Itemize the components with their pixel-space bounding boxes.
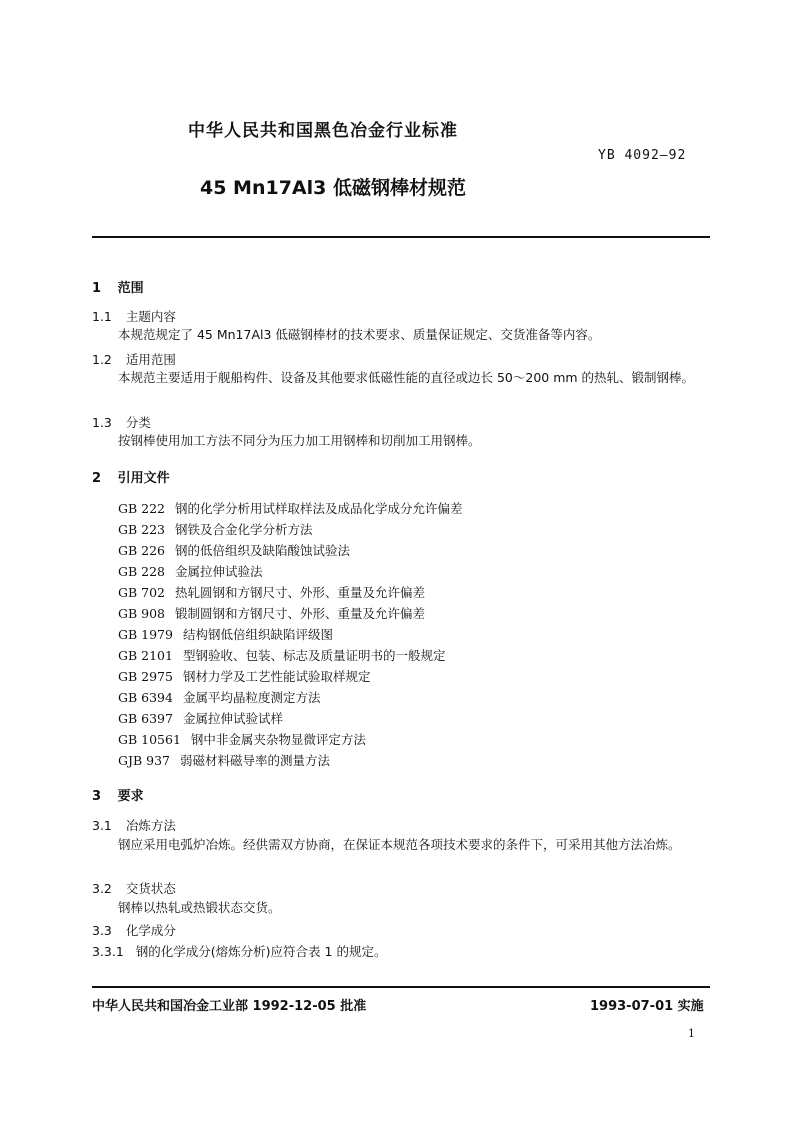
reference-title: 钢的化学分析用试样取样法及成品化学成分允许偏差 [175, 501, 463, 516]
reference-item [118, 709, 283, 727]
clause-text: 钢的化学成分(熔炼分析)应符合表 1 的规定。 [135, 944, 387, 959]
subsection-title: 化学成分 [125, 923, 176, 938]
reference-code: GB 1979 [118, 627, 173, 642]
section-title: 要求 [117, 789, 144, 804]
subsection-title: 冶炼方法 [125, 818, 176, 833]
subsection-number: 3.1 [92, 818, 112, 833]
standard-code: YB 4092—92 [598, 148, 687, 163]
reference-code: GJB 937 [118, 753, 171, 768]
reference-item [118, 667, 370, 685]
reference-title: 锻制圆钢和方钢尺寸、外形、重量及允许偏差 [175, 606, 426, 621]
section-2-heading [92, 467, 170, 486]
reference-title: 钢铁及合金化学分析方法 [175, 522, 313, 537]
subsection-1-1-heading [92, 307, 176, 325]
reference-title: 钢中非金属夹杂物显微评定方法 [190, 732, 366, 747]
reference-code: GB 228 [118, 564, 166, 579]
paragraph-3-2: 钢棒以热轧或热锻状态交货。 [118, 900, 281, 915]
reference-item [118, 646, 445, 664]
subsection-3-3-heading [92, 921, 176, 939]
reference-code: GB 6394 [118, 690, 173, 705]
reference-code: GB 226 [118, 543, 166, 558]
section-title: 范围 [117, 281, 144, 296]
org-title: 中华人民共和国黑色冶金行业标准 [188, 121, 458, 141]
paragraph-1-1: 本规范规定了 45 Mn17Al3 低磁钢棒材的技术要求、质量保证规定、交货准备等内容。 [118, 327, 601, 342]
reference-code: GB 2101 [118, 648, 173, 663]
reference-title: 金属拉伸试验法 [175, 564, 263, 579]
reference-item [118, 583, 425, 601]
reference-title: 结构钢低倍组织缺陷评级图 [182, 627, 333, 642]
reference-code: GB 908 [118, 606, 166, 621]
reference-item [118, 751, 330, 769]
paragraph-1-2: 本规范主要适用于舰船构件、设备及其他要求低磁性能的直径或边长 50～200 mm 的热轧、锻制钢棒。 [118, 370, 695, 385]
section-3-heading [92, 785, 144, 804]
section-1-heading [92, 277, 144, 296]
subsection-title: 交货状态 [125, 881, 176, 896]
reference-title: 钢的低倍组织及缺陷酸蚀试验法 [175, 543, 351, 558]
reference-code: GB 223 [118, 522, 166, 537]
reference-title: 金属平均晶粒度测定方法 [182, 690, 321, 705]
reference-title: 热轧圆钢和方钢尺寸、外形、重量及允许偏差 [175, 585, 426, 600]
subsection-1-3-heading [92, 413, 151, 431]
reference-item [118, 688, 320, 706]
reference-item [118, 520, 313, 538]
section-number: 3 [92, 789, 102, 804]
header-divider [92, 236, 710, 238]
reference-item [118, 730, 366, 748]
subsection-title: 分类 [125, 415, 151, 430]
subsection-3-2-heading [92, 879, 176, 897]
reference-code: GB 222 [118, 501, 166, 516]
subsection-3-1-heading [92, 816, 176, 834]
page-number: 1 [688, 1027, 695, 1040]
effective-date: 1993-07-01 实施 [590, 999, 704, 1014]
reference-item [118, 562, 263, 580]
footer-divider [92, 986, 710, 988]
subsection-number: 1.2 [92, 352, 112, 367]
section-number: 2 [92, 471, 102, 486]
reference-code: GB 10561 [118, 732, 181, 747]
section-title: 引用文件 [117, 471, 170, 486]
reference-item [118, 499, 463, 517]
reference-title: 型钢验收、包装、标志及质量证明书的一般规定 [182, 648, 446, 663]
subsection-number: 3.2 [92, 881, 112, 896]
section-number: 1 [92, 281, 102, 296]
reference-title: 金属拉伸试验试样 [182, 711, 283, 726]
paragraph-3-1: 钢应采用电弧炉冶炼。经供需双方协商，在保证本规范各项技术要求的条件下，可采用其他方法冶炼。 [118, 837, 681, 852]
subsection-title: 主题内容 [125, 309, 176, 324]
subsection-number: 1.3 [92, 415, 112, 430]
reference-code: GB 6397 [118, 711, 173, 726]
clause-number: 3.3.1 [92, 944, 124, 959]
subsection-title: 适用范围 [125, 352, 176, 367]
reference-code: GB 702 [118, 585, 166, 600]
reference-code: GB 2975 [118, 669, 173, 684]
subsection-number: 1.1 [92, 309, 112, 324]
subsection-1-2-heading [92, 350, 176, 368]
document-title: 45 Mn17Al3 低磁钢棒材规范 [200, 177, 466, 199]
reference-item [118, 625, 333, 643]
reference-title: 钢材力学及工艺性能试验取样规定 [182, 669, 371, 684]
paragraph-1-3: 按钢棒使用加工方法不同分为压力加工用钢棒和切削加工用钢棒。 [118, 433, 481, 448]
reference-item [118, 541, 350, 559]
clause-3-3-1 [92, 942, 386, 960]
approval-line: 中华人民共和国冶金工业部 1992-12-05 批准 [92, 999, 367, 1014]
subsection-number: 3.3 [92, 923, 112, 938]
reference-item [118, 604, 425, 622]
reference-title: 弱磁材料磁导率的测量方法 [180, 753, 331, 768]
